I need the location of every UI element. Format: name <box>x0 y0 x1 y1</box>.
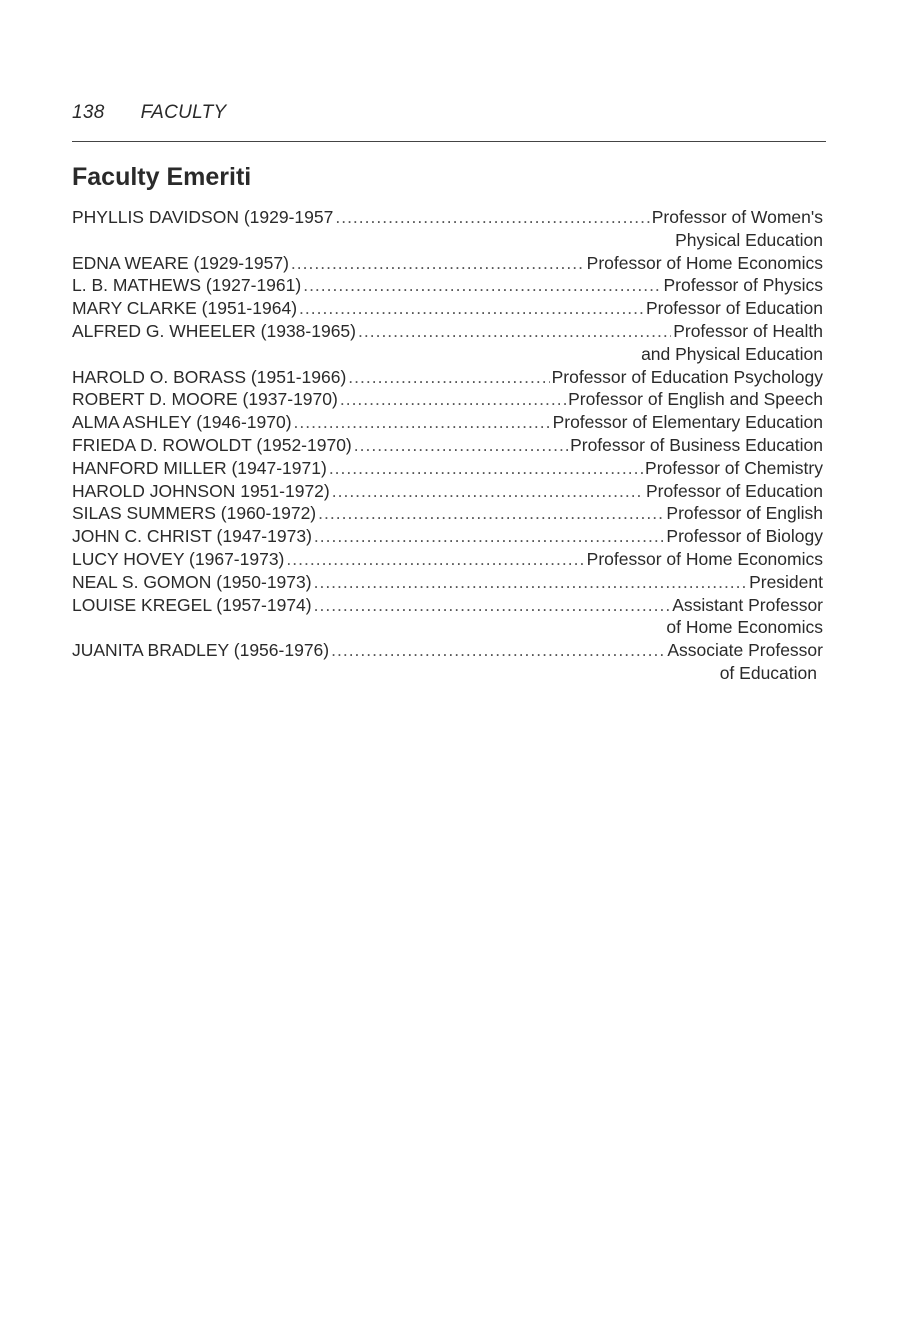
entry-line <box>72 274 823 297</box>
dot-leader <box>314 594 671 617</box>
faculty-name: LOUISE KREGEL (1957-1974) <box>72 594 312 615</box>
faculty-title: Associate Professor <box>667 640 823 661</box>
faculty-title-continued: of Home Economics <box>666 617 823 638</box>
entry-line <box>72 548 823 571</box>
dot-leader <box>291 252 585 275</box>
faculty-name: FRIEDA D. ROWOLDT (1952-1970) <box>72 434 352 455</box>
header-rule <box>72 141 826 142</box>
faculty-name: PHYLLIS DAVIDSON (1929-1957 <box>72 207 334 227</box>
faculty-title-continued: of Education <box>719 662 817 683</box>
faculty-title: Professor of Education <box>645 480 823 501</box>
faculty-name: JOHN C. CHRIST (1947-1973) <box>72 526 312 547</box>
faculty-name: SILAS SUMMERS (1960-1972) <box>72 503 317 524</box>
faculty-name: HAROLD O. BORASS (1951-1966) <box>72 366 347 387</box>
dot-leader <box>332 480 644 503</box>
dot-leader <box>314 571 747 594</box>
faculty-title: Professor of Chemistry <box>645 457 823 478</box>
faculty-title: Professor of Elementary Education <box>552 412 823 433</box>
faculty-entry <box>72 525 823 548</box>
faculty-title-continued: and Physical Education <box>641 343 823 364</box>
faculty-title: Professor of Home Economics <box>586 252 823 273</box>
faculty-title: Assistant Professor <box>672 594 823 615</box>
faculty-entry <box>72 206 823 252</box>
dot-leader <box>340 388 566 411</box>
entry-line <box>72 502 823 525</box>
faculty-title: Professor of Women's <box>651 207 823 227</box>
faculty-name: HAROLD JOHNSON 1951-1972) <box>72 480 330 501</box>
dot-leader <box>299 297 644 320</box>
entry-line <box>72 457 823 480</box>
faculty-name: ROBERT D. MOORE (1937-1970) <box>72 389 338 410</box>
dot-leader <box>294 411 551 434</box>
faculty-entry <box>72 639 823 685</box>
running-header <box>72 102 226 124</box>
faculty-title: Professor of Physics <box>663 275 823 296</box>
entry-line <box>72 571 823 594</box>
entry-line <box>72 411 823 434</box>
faculty-entry <box>72 594 823 640</box>
faculty-name: MARY CLARKE (1951-1964) <box>72 298 298 319</box>
faculty-title: Professor of Business Education <box>570 434 823 455</box>
faculty-entry <box>72 252 823 275</box>
dot-leader <box>331 639 665 662</box>
entry-line <box>72 297 823 320</box>
faculty-title: Professor of Education Psychology <box>551 366 823 387</box>
entry-line <box>72 525 823 548</box>
faculty-title: Professor of Education <box>645 298 823 319</box>
dot-leader <box>348 366 549 389</box>
entry-line <box>72 206 823 229</box>
faculty-entry <box>72 457 823 480</box>
faculty-title: Professor of Health <box>673 320 823 341</box>
dot-leader <box>358 320 671 343</box>
dot-leader <box>335 206 649 229</box>
faculty-entry <box>72 297 823 320</box>
faculty-title: Professor of English and Speech <box>568 389 823 410</box>
faculty-name: LUCY HOVEY (1967-1973) <box>72 548 285 569</box>
faculty-entry <box>72 480 823 503</box>
entry-line <box>72 388 823 411</box>
faculty-entry <box>72 388 823 411</box>
dot-leader <box>286 548 584 571</box>
faculty-name: EDNA WEARE (1929-1957) <box>72 252 289 273</box>
entry-line <box>72 639 823 662</box>
page-number: 138 <box>72 102 105 123</box>
entry-line <box>72 594 823 617</box>
entry-line <box>72 480 823 503</box>
faculty-title-continued: Physical Education <box>675 229 823 250</box>
running-section-title: FACULTY <box>140 102 227 123</box>
faculty-title: Professor of Biology <box>666 526 823 547</box>
dot-leader <box>329 457 643 480</box>
faculty-name: NEAL S. GOMON (1950-1973) <box>72 571 312 592</box>
faculty-name: JUANITA BRADLEY (1956-1976) <box>72 640 330 661</box>
faculty-entry <box>72 320 823 366</box>
faculty-name: L. B. MATHEWS (1927-1961) <box>72 275 302 296</box>
faculty-title: Professor of Home Economics <box>586 548 823 569</box>
entry-line <box>72 434 823 457</box>
faculty-entry <box>72 274 823 297</box>
dot-leader <box>314 525 665 548</box>
dot-leader <box>303 274 661 297</box>
faculty-name: ALFRED G. WHEELER (1938-1965) <box>72 320 356 341</box>
entry-line <box>72 252 823 275</box>
faculty-entry <box>72 434 823 457</box>
faculty-name: ALMA ASHLEY (1946-1970) <box>72 412 292 433</box>
faculty-name: HANFORD MILLER (1947-1971) <box>72 457 327 478</box>
faculty-entry <box>72 502 823 525</box>
faculty-title: President <box>749 571 823 592</box>
entry-line <box>72 320 823 343</box>
faculty-emeriti-list <box>72 206 823 685</box>
section-heading: Faculty Emeriti <box>72 163 252 191</box>
faculty-entry <box>72 548 823 571</box>
faculty-entry <box>72 411 823 434</box>
faculty-entry <box>72 366 823 389</box>
entry-line <box>72 366 823 389</box>
dot-leader <box>354 434 568 457</box>
faculty-title: Professor of English <box>666 503 823 524</box>
dot-leader <box>318 502 664 525</box>
faculty-entry <box>72 571 823 594</box>
